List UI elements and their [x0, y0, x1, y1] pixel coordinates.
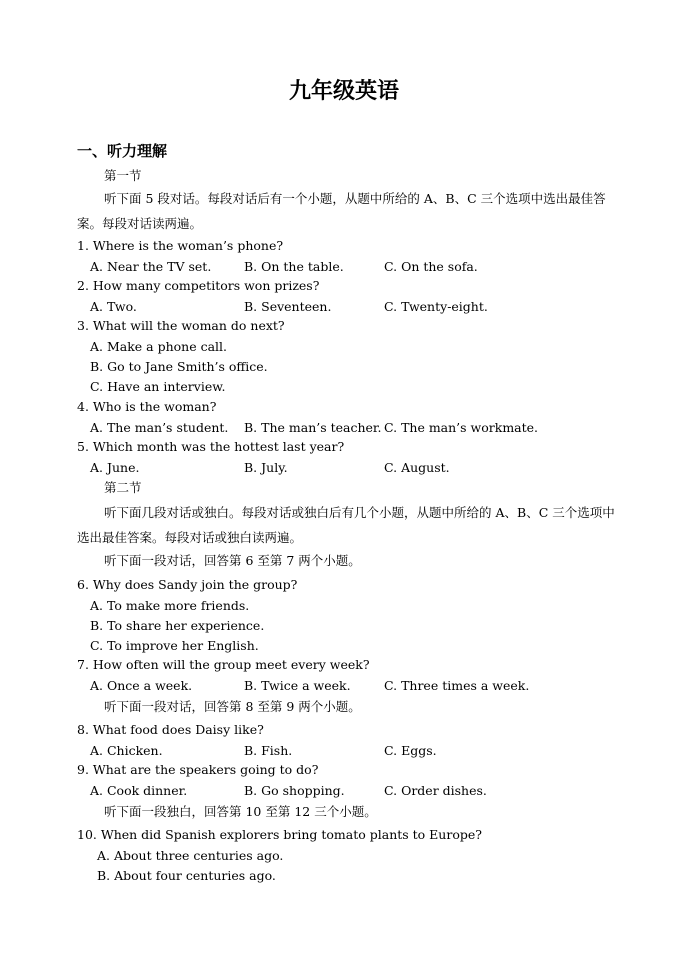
prompt-questions-6-7: 听下面一段对话，回答第 6 至第 7 两个小题。: [104, 553, 361, 568]
q9-option-b: B. Go shopping.: [244, 783, 345, 798]
q2-option-b: B. Seventeen.: [244, 299, 332, 314]
q10-option-a: A. About three centuries ago.: [97, 848, 284, 863]
question-3: 3. What will the woman do next?: [77, 318, 285, 333]
q8-option-a: A. Chicken.: [90, 743, 163, 758]
q7-option-c: C. Three times a week.: [384, 678, 530, 693]
q8-option-c: C. Eggs.: [384, 743, 437, 758]
q3-option-b: B. Go to Jane Smith’s office.: [90, 359, 268, 374]
q7-option-a: A. Once a week.: [90, 678, 193, 693]
q2-option-c: C. Twenty-eight.: [384, 299, 488, 314]
q9-option-c: C. Order dishes.: [384, 783, 487, 798]
question-4: 4. Who is the woman?: [77, 399, 217, 414]
q10-option-b: B. About four centuries ago.: [97, 868, 276, 883]
q5-option-a: A. June.: [90, 460, 140, 475]
q3-option-c: C. Have an interview.: [90, 379, 226, 394]
prompt-questions-10-12: 听下面一段独白，回答第 10 至第 12 三个小题。: [104, 804, 377, 819]
q4-option-b: B. The man’s teacher.: [244, 420, 382, 435]
part1-label: 第一节: [104, 168, 142, 183]
q5-option-b: B. July.: [244, 460, 288, 475]
question-1: 1. Where is the woman’s phone?: [77, 238, 284, 253]
q3-option-a: A. Make a phone call.: [90, 339, 228, 354]
q6-option-c: C. To improve her English.: [90, 638, 259, 653]
question-5: 5. Which month was the hottest last year?: [77, 439, 345, 454]
q8-option-b: B. Fish.: [244, 743, 293, 758]
question-10: 10. When did Spanish explorers bring tomato plants to Europe?: [77, 827, 482, 842]
q5-option-c: C. August.: [384, 460, 450, 475]
question-8: 8. What food does Daisy like?: [77, 722, 264, 737]
q7-option-b: B. Twice a week.: [244, 678, 351, 693]
part2-label: 第二节: [104, 480, 142, 495]
q1-option-b: B. On the table.: [244, 259, 344, 274]
q9-option-a: A. Cook dinner.: [90, 783, 188, 798]
question-9: 9. What are the speakers going to do?: [77, 762, 319, 777]
prompt-questions-8-9: 听下面一段对话，回答第 8 至第 9 两个小题。: [104, 699, 361, 714]
part1-instructions: 听下面 5 段对话。每段对话后有一个小题，从题中所给的 A、B、C 三个选项中选出最佳答案。每段对话读两遍。: [77, 191, 606, 231]
part2-instructions: 听下面几段对话或独白。每段对话或独白后有几个小题，从题中所给的 A、B、C 三个选项中选出最佳答案。每段对话或独白读两遍。: [77, 505, 615, 545]
q6-option-b: B. To share her experience.: [90, 618, 265, 633]
q4-option-c: C. The man’s workmate.: [384, 420, 539, 435]
q4-option-a: A. The man’s student.: [90, 420, 229, 435]
question-2: 2. How many competitors won prizes?: [77, 278, 320, 293]
q2-option-a: A. Two.: [90, 299, 137, 314]
q1-option-a: A. Near the TV set.: [90, 259, 212, 274]
question-6: 6. Why does Sandy join the group?: [77, 577, 298, 592]
q1-option-c: C. On the sofa.: [384, 259, 478, 274]
page-title: 九年级英语: [288, 78, 399, 104]
question-7: 7. How often will the group meet every week?: [77, 657, 370, 672]
section-heading-listening: 一、听力理解: [77, 142, 168, 160]
q6-option-a: A. To make more friends.: [90, 598, 250, 613]
